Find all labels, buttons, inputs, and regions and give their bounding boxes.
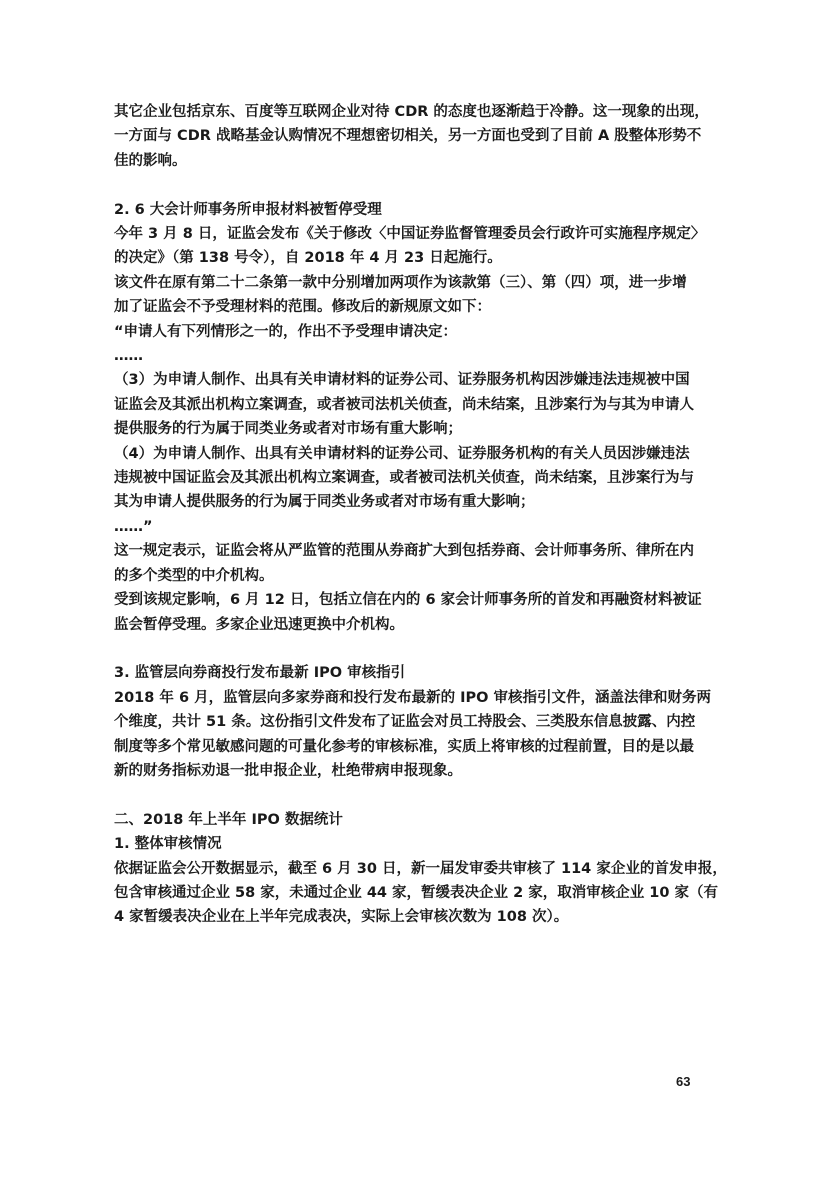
text-line: 其为申请人提供服务的行为属于同类业务或者对市场有重大影响； xyxy=(114,494,535,511)
text-line: 4 家暂缓表决企业在上半年完成表决，实际上会审核次数为 108 次）。 xyxy=(114,909,569,926)
text-line: ……” xyxy=(114,518,153,535)
text-line: 这一规定表示，证监会将从严监管的范围从券商扩大到包括券商、会计师事务所、律所在内 xyxy=(114,543,694,560)
text-line: 2018 年 6 月，监管层向多家券商和投行发布最新的 IPO 审核指引文件，涵盖法律和财务两 xyxy=(114,689,712,706)
part-heading: 二、2018 年上半年 IPO 数据统计 xyxy=(114,811,343,828)
text-line: 一方面与 CDR 战略基金认购情况不理想密切相关，另一方面也受到了目前 A 股整体形势不 xyxy=(114,128,702,145)
section-3 xyxy=(114,661,718,783)
intro-paragraph xyxy=(114,100,718,173)
text-line: 加了证监会不予受理材料的范围。修改后的新规原文如下： xyxy=(114,299,491,316)
part-2 xyxy=(114,808,727,930)
subsection-heading: 1. 整体审核情况 xyxy=(114,836,222,853)
text-line: 新的财务指标劝退一批申报企业，杜绝带病申报现象。 xyxy=(114,762,462,779)
page-number: 63 xyxy=(676,1074,691,1089)
text-line: （4）为申请人制作、出具有关申请材料的证券公司、证券服务机构的有关人员因涉嫌违法 xyxy=(114,445,690,462)
text-line: 违规被中国证监会及其派出机构立案调查，或者被司法机关侦查，尚未结案，且涉案行为与 xyxy=(114,470,694,487)
text-line: 的决定》（第 138 号令），自 2018 年 4 月 23 日起施行。 xyxy=(114,250,502,267)
text-line: 受到该规定影响，6 月 12 日，包括立信在内的 6 家会计师事务所的首发和再融资材料被证 xyxy=(114,592,702,609)
text-line: 提供服务的行为属于同类业务或者对市场有重大影响； xyxy=(114,421,462,438)
text-line: 该文件在原有第二十二条第一款中分别增加两项作为该款第（三）、第（四）项，进一步增 xyxy=(114,274,687,291)
section-2 xyxy=(114,198,718,637)
text-line: 个维度，共计 51 条。这份指引文件发布了证监会对员工持股会、三类股东信息披露、内控 xyxy=(114,714,696,731)
text-line: 佳的影响。 xyxy=(114,152,187,169)
text-line: 今年 3 月 8 日，证监会发布《关于修改〈中国证券监督管理委员会行政许可实施程序规定〉 xyxy=(114,226,706,243)
text-line: 包含审核通过企业 58 家，未通过企业 44 家，暂缓表决企业 2 家，取消审核企业 10 家（有 xyxy=(114,884,719,901)
section-heading: 3. 监管层向券商投行发布最新 IPO 审核指引 xyxy=(114,665,406,682)
text-line: 其它企业包括京东、百度等互联网企业对待 CDR 的态度也逐渐趋于冷静。这一现象的出现， xyxy=(114,104,709,120)
text-line: 的多个类型的中介机构。 xyxy=(114,567,274,584)
section-heading: 2. 6 大会计师事务所申报材料被暂停受理 xyxy=(114,201,382,218)
text-line: 证监会及其派出机构立案调查，或者被司法机关侦查，尚未结案，且涉案行为与其为申请人 xyxy=(114,396,694,413)
document-body xyxy=(114,100,727,930)
text-line: 监会暂停受理。多家企业迅速更换中介机构。 xyxy=(114,616,404,633)
text-line: …… xyxy=(114,348,143,365)
text-line: “申请人有下列情形之一的，作出不予受理申请决定： xyxy=(114,323,458,340)
text-line: 依据证监会公开数据显示，截至 6 月 30 日，新一届发审委共审核了 114 家企业的首发申报， xyxy=(114,860,727,877)
text-line: 制度等多个常见敏感问题的可量化参考的审核标准，实质上将审核的过程前置，目的是以最 xyxy=(114,738,694,755)
text-line: （3）为申请人制作、出具有关申请材料的证券公司、证券服务机构因涉嫌违法违规被中国 xyxy=(114,372,690,389)
